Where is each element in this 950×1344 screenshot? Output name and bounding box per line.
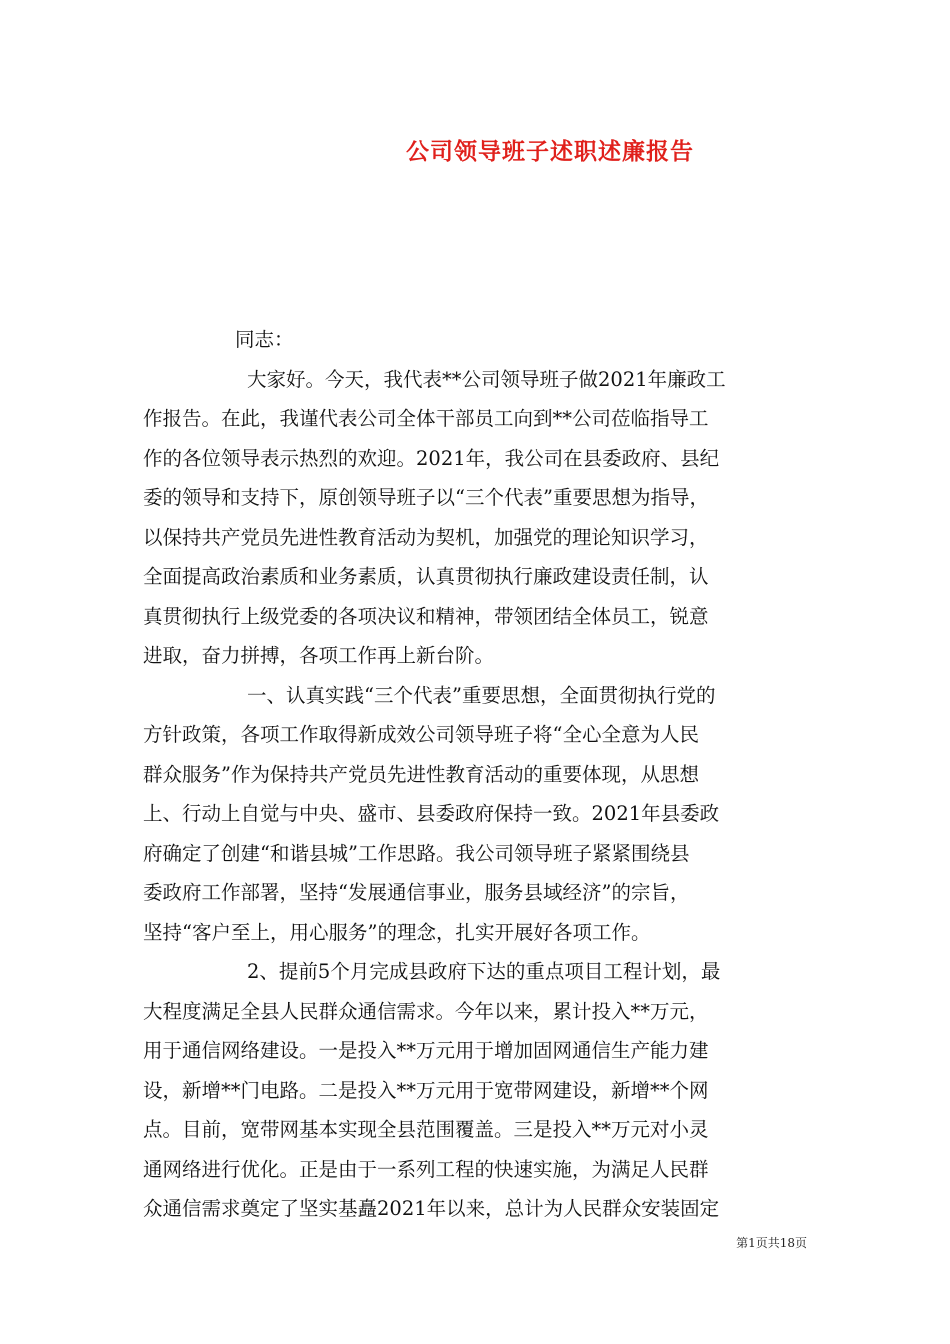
paragraph-line: 点。目前，宽带网基本实现全县范围覆盖。三是投入**万元对小灵	[143, 1118, 709, 1141]
paragraph-line: 用于通信网络建设。一是投入**万元用于增加固网通信生产能力建	[143, 1039, 709, 1062]
paragraph-line: 大程度满足全县人民群众通信需求。今年以来，累计投入**万元，	[143, 999, 709, 1023]
paragraph-line: 设，新增**门电路。二是投入**万元用于宽带网建设，新增**个网	[143, 1078, 709, 1102]
paragraph-line: 方针政策，各项工作取得新成效公司领导班子将“全心全意为人民	[143, 723, 699, 746]
paragraph-line: 大家好。今天，我代表**公司领导班子做2021年廉政工	[247, 367, 726, 391]
paragraph-line: 全面提高政治素质和业务素质，认真贯彻执行廉政建设责任制，认	[143, 565, 709, 588]
paragraph-line: 2、提前5个月完成县政府下达的重点项目工程计划，最	[247, 960, 721, 983]
salutation: 同志：	[235, 328, 294, 351]
paragraph-line: 以保持共产党员先进性教育活动为契机，加强党的理论知识学习，	[143, 525, 709, 549]
paragraph-line: 作的各位领导表示热烈的欢迎。2021年，我公司在县委政府、县纪	[143, 446, 720, 470]
paragraph	[143, 676, 813, 953]
paragraph-line: 一、认真实践“三个代表”重要思想，全面贯彻执行党的	[247, 683, 716, 707]
paragraph-line: 坚持“客户至上，用心服务”的理念，扎实开展好各项工作。	[143, 920, 651, 944]
paragraph-line: 作报告。在此，我谨代表公司全体干部员工向到**公司莅临指导工	[143, 407, 709, 430]
paragraph-line: 委政府工作部署，坚持“发展通信事业，服务县域经济”的宗旨，	[143, 881, 690, 904]
paragraph-line: 群众服务”作为保持共产党员先进性教育活动的重要体现，从思想	[143, 762, 699, 786]
page-number: 第1页共18页	[736, 1236, 807, 1250]
paragraph-line: 委的领导和支持下，原创领导班子以“三个代表”重要思想为指导，	[143, 486, 709, 509]
document-body	[143, 320, 813, 1229]
paragraph-line: 真贯彻执行上级党委的各项决议和精神，带领团结全体员工，锐意	[143, 604, 709, 628]
paragraph-line: 府确定了创建“和谐县城”工作思路。我公司领导班子紧紧围绕县	[143, 841, 690, 865]
paragraph	[143, 360, 813, 676]
paragraph-line: 上、行动上自觉与中央、盛市、县委政府保持一致。2021年县委政	[143, 802, 720, 825]
paragraph-line: 众通信需求奠定了坚实基矗2021年以来，总计为人民群众安装固定	[143, 1197, 720, 1220]
paragraph-line: 进取，奋力拼搏，各项工作再上新台阶。	[143, 644, 495, 667]
document-title: 公司领导班子述职述廉报告	[406, 138, 694, 165]
paragraph-container	[143, 360, 813, 1229]
paragraph	[143, 952, 813, 1229]
paragraph-line: 通网络进行优化。正是由于一系列工程的快速实施，为满足人民群	[143, 1157, 709, 1181]
